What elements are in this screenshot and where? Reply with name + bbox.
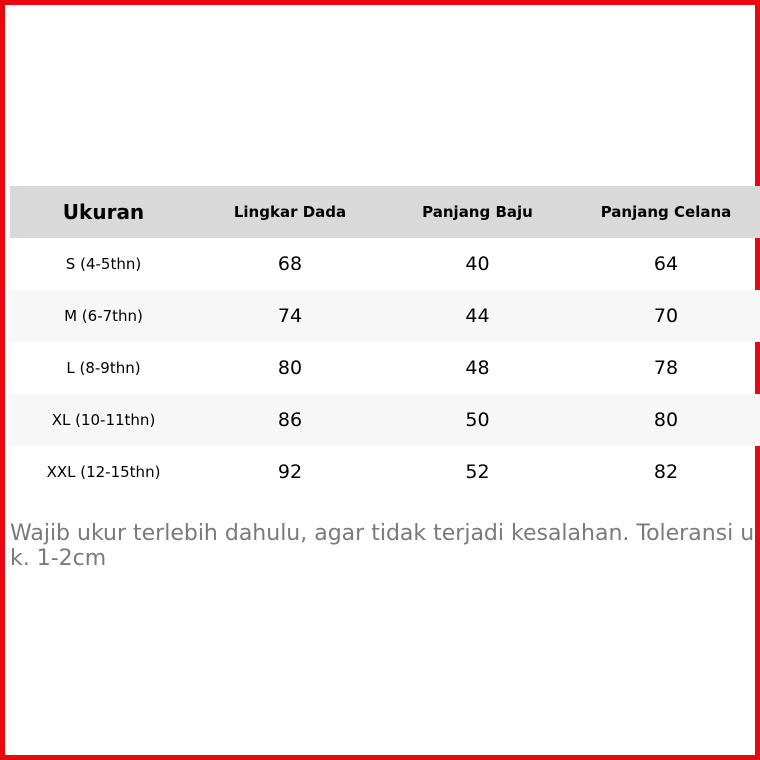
size-label: XXL (12-15thn) <box>46 463 161 481</box>
panjang-baju-value: 48 <box>465 357 490 379</box>
table-row <box>10 290 760 342</box>
size-label: S (4-5thn) <box>65 255 142 273</box>
size-chart-table <box>10 186 760 498</box>
table-header-row <box>10 186 760 238</box>
panjang-baju-value: 44 <box>465 305 490 327</box>
lingkar-dada-value: 86 <box>277 409 303 431</box>
panjang-baju-value: 50 <box>465 409 490 431</box>
header-lingkar-dada: Lingkar Dada <box>233 203 347 221</box>
size-label: XL (10-11thn) <box>51 411 156 429</box>
table-row <box>10 394 760 446</box>
table-row <box>10 446 760 498</box>
header-panjang-baju: Panjang Baju <box>422 203 533 221</box>
lingkar-dada-value: 74 <box>277 305 303 327</box>
panjang-celana-value: 82 <box>653 461 679 483</box>
table-row <box>10 342 760 394</box>
table-row <box>10 238 760 290</box>
panjang-celana-value: 78 <box>653 357 679 379</box>
size-label: M (6-7thn) <box>64 307 143 325</box>
header-ukuran: Ukuran <box>62 200 145 224</box>
panjang-celana-value: 64 <box>653 253 679 275</box>
lingkar-dada-value: 92 <box>277 461 303 483</box>
panjang-celana-value: 80 <box>653 409 679 431</box>
size-label: L (8-9thn) <box>66 359 141 377</box>
panjang-baju-value: 40 <box>465 253 490 275</box>
lingkar-dada-value: 68 <box>277 253 303 275</box>
header-panjang-celana: Panjang Celana <box>600 203 732 221</box>
panjang-baju-value: 52 <box>465 461 490 483</box>
lingkar-dada-value: 80 <box>277 357 303 379</box>
panjang-celana-value: 70 <box>653 305 679 327</box>
measurement-note: Wajib ukur terlebih dahulu, agar tidak terjadi kesalahan. Toleransi uk. 1-2cm <box>10 521 755 571</box>
